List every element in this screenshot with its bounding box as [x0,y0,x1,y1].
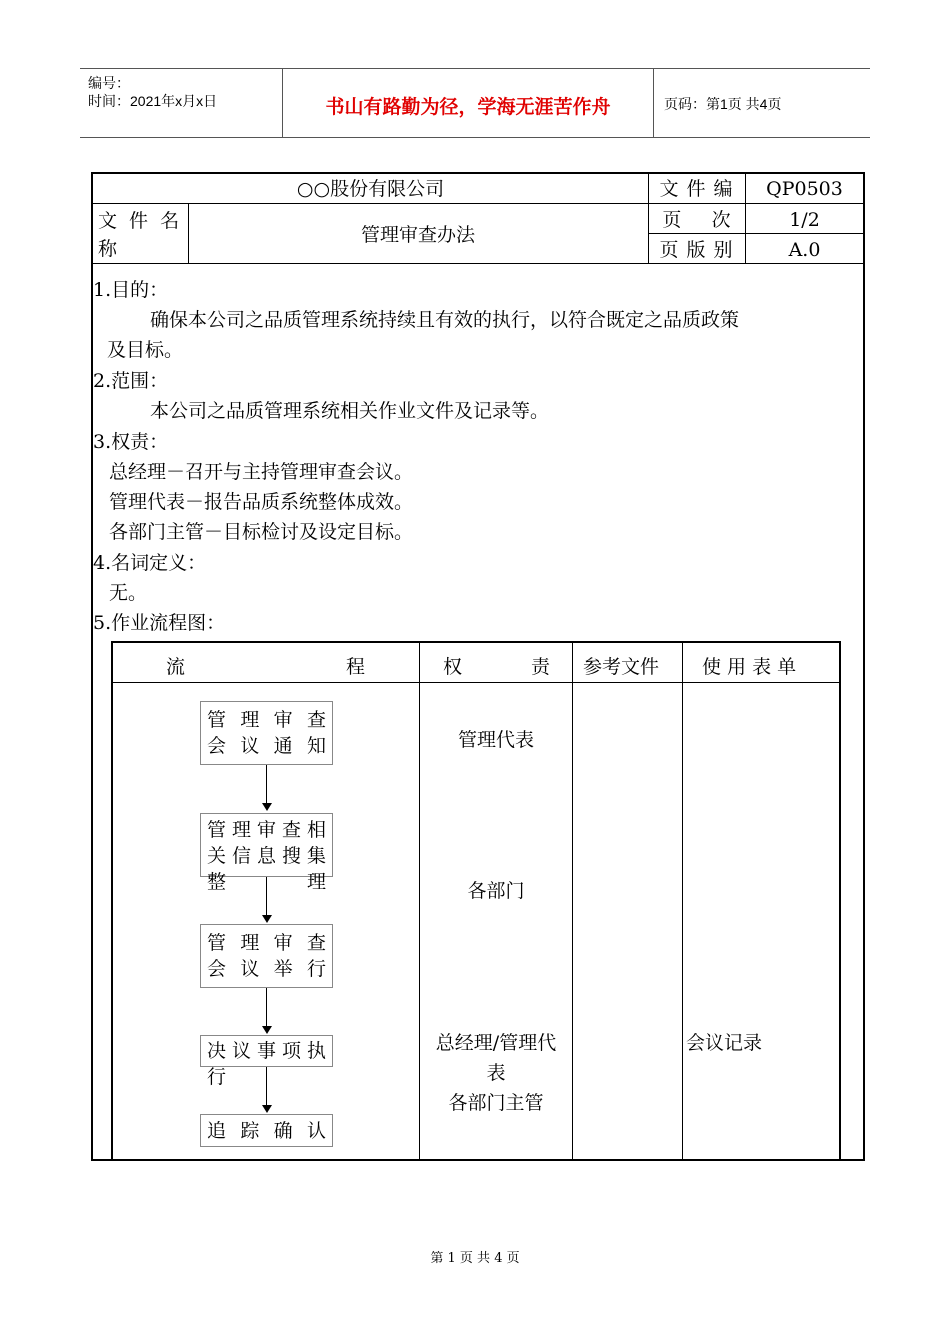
form-meeting-record: 会议记录 [686,1032,763,1054]
col-reference-docs: 参考文件 [583,656,660,678]
doc-date-label: 时间：2021年x月x日 [88,93,218,109]
flow-step-2-line3: 整 理 [207,871,326,893]
flow-connector [266,765,267,803]
page-label: 页 次 [662,209,731,231]
version-label: 页 版 别 [659,239,734,261]
header-motto: 书山有路勤为径，学海无涯苦作舟 [325,95,611,118]
doc-name: 管理审查办法 [360,224,475,246]
section-3-item-2: 管理代表－报告品质系统整体成效。 [109,491,414,513]
arrow-down-icon [262,1105,272,1113]
doc-no-value: QP0503 [766,178,843,200]
page-value: 1/2 [789,209,820,231]
resp-gm-line1: 总经理/管理代 [435,1032,557,1054]
flow-step-1 [200,701,333,765]
flow-step-4-line1: 决议事项执 [207,1040,326,1062]
flow-step-1-line1: 管理审查 [207,709,326,731]
flow-step-4-line2: 行 [207,1066,227,1088]
header-meta-cell [80,69,283,137]
section-3-item-3: 各部门主管－目标检讨及设定目标。 [109,521,414,543]
flow-step-1-line2: 会议通知 [207,735,326,757]
section-3-item-1: 总经理－召开与主持管理审查会议。 [109,461,414,483]
doc-name-label-line2: 称 [98,238,121,260]
resp-dept-heads: 各部门主管 [448,1092,544,1114]
section-2-title: 2.范围： [93,370,169,392]
header-motto-cell [283,69,654,137]
flow-step-5 [200,1114,333,1147]
divider [93,263,864,264]
flow-step-3 [200,924,333,988]
company-name: ○○股份有限公司 [296,178,445,200]
arrow-down-icon [262,915,272,923]
col-forms: 使 用 表 单 [702,656,797,678]
doc-no-label: 文 件 编 [659,178,734,200]
page-running-header [80,68,870,138]
arrow-down-icon [262,1026,272,1034]
flow-connector [266,988,267,1026]
section-1-title: 1.目的： [93,279,169,301]
col-flow-label-a: 流 [166,656,186,678]
resp-gm-line2: 表 [486,1062,506,1084]
section-1-text-cont: 及目标。 [107,339,184,361]
section-1-text: 确保本公司之品质管理系统持续且有效的执行，以符合既定之品质政策 [150,309,740,331]
section-2-text: 本公司之品质管理系统相关作业文件及记录等。 [150,400,550,422]
doc-number-label: 编号： [88,75,130,91]
divider [572,643,573,1159]
flow-step-4 [200,1035,333,1088]
divider [682,643,683,1159]
section-3-title: 3.权责： [93,431,169,453]
col-flow-label-b: 程 [346,656,366,678]
version-value: A.0 [788,239,821,261]
section-4-text: 无。 [109,582,148,604]
divider [113,682,839,683]
header-page-info: 页码：第1页 共4页 [664,96,782,112]
flow-step-3-line2: 会议举行 [207,958,326,980]
flow-step-2 [200,813,333,893]
arrow-down-icon [262,803,272,811]
flow-step-2-line2: 关信息搜集 [207,845,326,867]
flow-step-3-line1: 管理审查 [207,932,326,954]
flow-step-5-line1: 追踪确认 [207,1120,326,1142]
col-resp-label-a: 权 [443,656,463,678]
resp-management-rep: 管理代表 [457,729,534,751]
section-4-title: 4.名词定义： [93,552,207,574]
page-footer: 第 1 页 共 4 页 [430,1251,520,1266]
doc-name-label-line1: 文 件 名 [98,210,183,232]
doc-name-label [98,207,182,263]
col-resp-label-b: 责 [531,656,551,678]
divider [648,233,864,234]
resp-departments: 各部门 [467,880,525,902]
flow-step-2-line1: 管理审查相 [207,819,326,841]
divider [93,203,864,204]
section-5-title: 5.作业流程图： [93,612,226,634]
